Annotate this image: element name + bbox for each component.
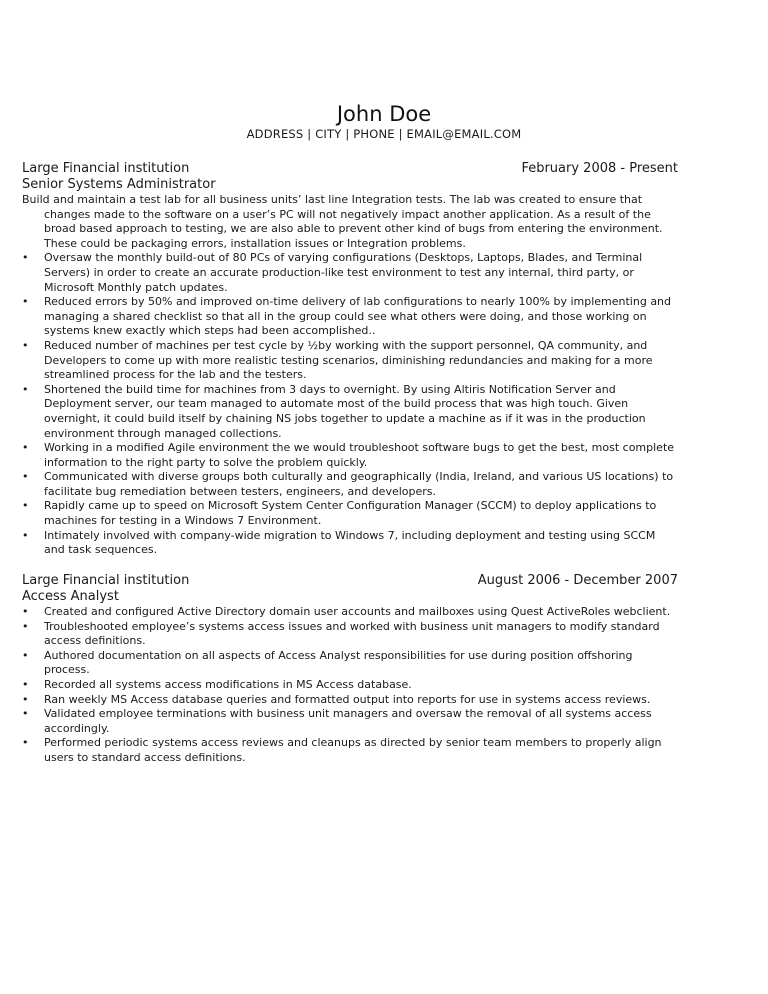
company-name: Large Financial institution [22,573,190,588]
bullet-icon: • [22,470,29,484]
list-item [22,605,678,620]
bullet-icon: • [22,499,29,513]
list-item-text: Validated employee terminations with business unit managers and oversaw the removal of all systems access accordingly. [44,707,652,735]
list-item-text: Communicated with diverse groups both culturally and geographically (India, Ireland, and various US locations) to facilitate bug remediation between testers, engineers, and developers. [44,470,674,498]
contact-line: ADDRESS | CITY | PHONE | EMAIL@EMAIL.COM [246,127,522,141]
bullet-icon: • [22,736,29,750]
list-item-text: Intimately involved with company-wide migration to Windows 7, including deployment and testing using SCCM and task sequences. [44,528,656,557]
list-item [22,707,678,736]
list-item [22,649,678,678]
bullet-icon: • [22,528,29,542]
employment-dates: February 2008 - Present [521,161,678,176]
list-item [22,736,678,765]
list-item [22,441,678,470]
job-title: Senior Systems Administrator [22,177,216,192]
list-item-text: Shortened the build time for machines from 3 days to overnight. By using Altiris Notification Server and Deployment server, our team managed to automate most of the build process that was high touch. Given overnight, it could build itself by chaining NS jobs together to update a machine as if it was in the production environment through managed collections. [44,382,646,440]
candidate-name: John Doe [336,102,432,126]
list-item-text: Troubleshooted employee’s systems access issues and worked with business unit managers to modify standard access definitions. [44,619,660,648]
company-name: Large Financial institution [22,161,190,176]
list-item [22,251,678,295]
list-item [22,470,678,499]
list-item [22,678,678,693]
bullet-icon: • [22,605,29,618]
list-item-text: Reduced errors by 50% and improved on-time delivery of lab configurations to nearly 100% by implementing and managing a shared checklist so that all in the group could see what others were doing, and those working on systems knew exactly which steps had been accomplished.. [44,295,672,338]
bullet-icon: • [22,338,29,352]
bullet-icon: • [22,441,29,455]
list-item-text: Created and configured Active Directory domain user accounts and mailboxes using Quest ActiveRoles webclient. [44,605,671,618]
job-summary: Build and maintain a test lab for all business units’ last line Integration tests. The lab was created to ensure that changes made to the software on a user’s PC will not negatively impact another application. As a result of the broad based approach to testing, we are also able to prevent other kind of bugs from entering the environment. These could be packaging errors, installation issues or Integration problems. [22,193,663,250]
list-item [22,529,678,558]
job-title: Access Analyst [22,589,119,604]
bullet-icon: • [22,619,29,633]
job-duties-list [22,251,678,557]
bullet-icon: • [22,707,29,721]
list-item-text: Working in a modified Agile environment the we would troubleshoot software bugs to get the best, most complete information to the right party to solve the problem quickly. [44,441,675,469]
job-header [22,573,678,589]
bullet-icon: • [22,382,29,396]
list-item [22,499,678,528]
job-entry [22,573,678,766]
list-item [22,339,678,383]
bullet-icon: • [22,295,29,309]
list-item [22,295,678,339]
bullet-icon: • [22,692,29,706]
list-item-text: Recorded all systems access modifications in MS Access database. [44,677,412,691]
job-duties-list [22,605,678,766]
list-item-text: Rapidly came up to speed on Microsoft System Center Configuration Manager (SCCM) to deploy applications to machines for testing in a Windows 7 Environment. [44,499,657,528]
job-entry [22,161,678,558]
list-item [22,693,678,708]
list-item [22,383,678,441]
employment-dates: August 2006 - December 2007 [477,573,678,588]
bullet-icon: • [22,251,29,265]
list-item [22,620,678,649]
job-header [22,161,678,177]
list-item-text: Ran weekly MS Access database queries and formatted output into reports for use in systems access reviews. [44,692,651,706]
bullet-icon: • [22,648,29,662]
list-item-text: Performed periodic systems access reviews and cleanups as directed by senior team members to properly align users to standard access definitions. [44,736,662,764]
bullet-icon: • [22,677,29,691]
list-item-text: Reduced number of machines per test cycle by ½by working with the support personnel, QA community, and Developers to come up with more realistic testing scenarios, diminishing redundancies and making for a more streamlined process for the lab and the testers. [44,338,653,382]
list-item-text: Authored documentation on all aspects of Access Analyst responsibilities for use during position offshoring process. [44,648,633,677]
list-item-text: Oversaw the monthly build-out of 80 PCs of varying configurations (Desktops, Laptops, Blades, and Terminal Servers) in order to create an accurate production-like test environment to test any internal, third party, or Microsoft Monthly patch updates. [44,251,643,294]
